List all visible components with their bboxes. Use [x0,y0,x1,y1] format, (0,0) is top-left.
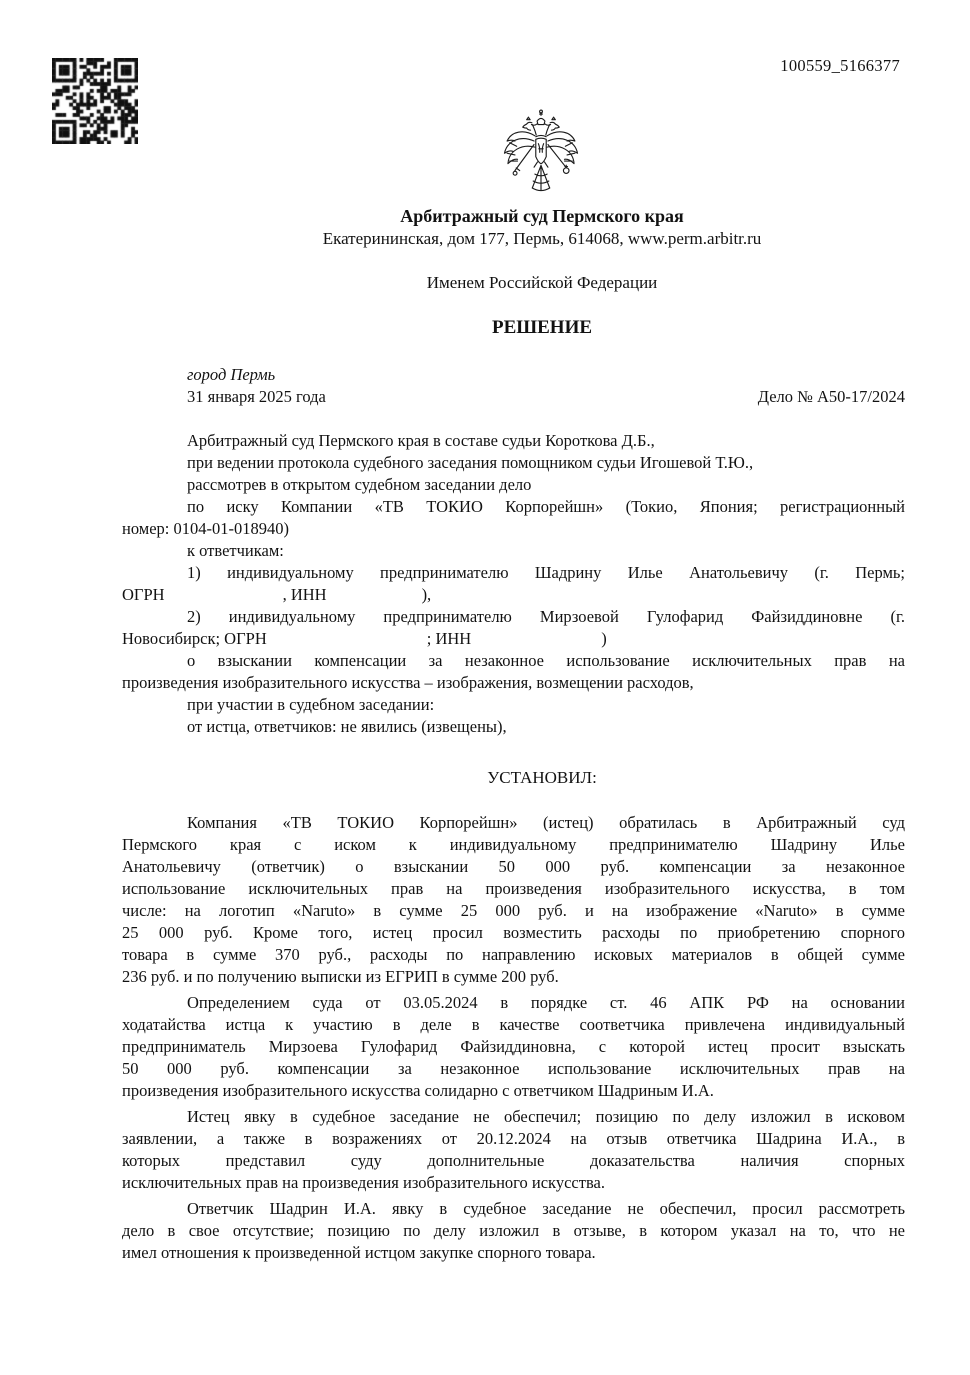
redacted-gap [471,643,601,644]
russia-coat-of-arms-icon [497,108,585,208]
text-line: 1) индивидуальному предпринимателю Шадрину Илье Анатольевичу (г. Пермь; [187,563,905,582]
respondent2-redacted-ids [122,628,905,650]
text-line: Арбитражный суд Пермского края в составе судьи Короткова Д.Б., [187,431,655,450]
text-line: которых представил суду дополнительные доказательства наличия спорных [122,1151,905,1170]
paragraph [122,812,905,988]
text-line: от истца, ответчиков: не явились (извещены), [187,717,507,736]
established-heading: УСТАНОВИЛ: [487,768,597,787]
court-address: Екатерининская, дом 177, Пермь, 614068, www.perm.arbitr.ru [322,229,762,248]
text-line: Пермского края с иском к индивидуальному предпринимателю Шадрину Илье [122,835,905,854]
document-number: 100559_5166377 [780,56,900,75]
text-fragment: Новосибирск; ОГРН [122,629,267,648]
text-line: предприниматель Мирзоева Гулофарид Файзиддиновна, с которой истец просит взыскать [122,1037,905,1056]
decision-title: РЕШЕНИЕ [491,317,593,338]
text-line: при участии в судебном заседании: [187,695,435,714]
qr-code [52,58,138,144]
text-line: по иску Компании «ТВ ТОКИО Корпорейшн» (Токио, Япония; регистрационный [187,497,905,516]
in-the-name-line: Именем Российской Федерации [426,273,658,292]
text-line: Ответчик Шадрин И.А. явку в судебное заседание не обеспечил, просил рассмотреть [187,1199,905,1218]
court-name: Арбитражный суд Пермского края [400,206,684,226]
paragraph [122,1198,905,1264]
intro-section [122,430,905,738]
text-line: Анатольевичу (ответчик) о взыскании 50 000 руб. компенсации за незаконное [122,857,905,876]
body-section [122,812,905,1268]
text-line: рассмотрев в открытом судебном заседании дело [187,475,532,494]
redacted-gap [267,643,427,644]
text-line: исключительных прав на произведения изобразительного искусства. [122,1173,605,1192]
redacted-gap [165,599,283,600]
text-line: заявлении, а также в возражениях от 20.12.2024 на отзыв ответчика Шадрина И.А., в [122,1129,905,1148]
case-info-block [122,364,905,408]
text-line: 236 руб. и по получению выписки из ЕГРИП в сумме 200 руб. [122,967,559,986]
text-line: использование исключительных прав на произведения изобразительного искусства, в том [122,879,905,898]
text-line: номер: 0104-01-018940) [122,519,289,538]
text-line: дело в свое отсутствие; позицию по делу изложил в отзыве, в котором указал на то, что не [122,1221,905,1240]
case-number: Дело № А50-17/2024 [757,387,905,406]
text-line: произведения изобразительного искусства – изображения, возмещении расходов, [122,673,694,692]
text-line: к ответчикам: [187,541,284,560]
case-city: город Пермь [187,365,276,384]
text-line: товара в сумме 370 руб., расходы по направлению исковых материалов в общей сумме [122,945,905,964]
text-line: Истец явку в судебное заседание не обеспечил; позицию по делу изложил в исковом [187,1107,905,1126]
case-date-row [122,386,905,408]
text-line: 25 000 руб. Кроме того, истец просил возместить расходы по приобретению спорного [122,923,905,942]
text-fragment: ОГРН [122,585,165,604]
respondent1-redacted-ids [122,584,905,606]
text-line: произведения изобразительного искусства солидарно с ответчиком Шадриным И.А. [122,1081,714,1100]
text-line: числе: на логотип «Naruto» в сумме 25 000 руб. и на изображение «Naruto» в сумме [122,901,905,920]
case-date: 31 января 2025 года [187,387,326,406]
text-fragment: ) [601,629,607,648]
text-line: 2) индивидуальному предпринимателю Мирзоевой Гулофарид Файзиддиновне (г. [187,607,905,626]
text-line: имел отношения к произведенной истцом закупке спорного товара. [122,1243,596,1262]
paragraph [122,1106,905,1194]
text-line: Компания «ТВ ТОКИО Корпорейшн» (истец) обратилась в Арбитражный суд [187,813,905,832]
paragraph [122,992,905,1102]
text-fragment: ; ИНН [426,629,472,648]
text-line: Определением суда от 03.05.2024 в порядке ст. 46 АПК РФ на основании [187,993,905,1012]
text-line: при ведении протокола судебного заседания помощником судьи Игошевой Т.Ю., [187,453,754,472]
text-fragment: ), [421,585,432,604]
text-line: о взыскании компенсации за незаконное использование исключительных прав на [187,651,905,670]
redacted-gap [327,599,422,600]
text-fragment: , ИНН [282,585,327,604]
text-line: 50 000 руб. компенсации за незаконное использование исключительных прав на [122,1059,905,1078]
text-line: ходатайства истца к участию в деле в качестве соответчика привлечена индивидуальный [122,1015,905,1034]
